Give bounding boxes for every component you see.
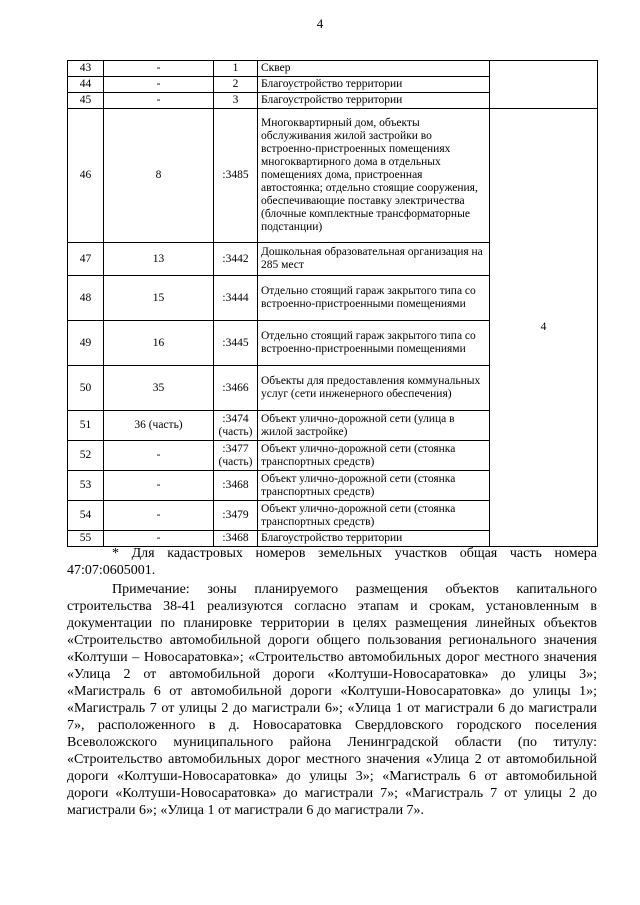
zone-description: Объект улично-дорожной сети (стоянка транспортных средств) xyxy=(258,471,490,501)
row-number: 55 xyxy=(68,531,104,547)
row-number: 52 xyxy=(68,441,104,471)
row-number: 47 xyxy=(68,243,104,276)
cadastral-number: :3445 xyxy=(214,321,258,366)
plot-number: 13 xyxy=(104,243,214,276)
zone-description: Благоустройство территории xyxy=(258,531,490,547)
cadastral-number: :3444 xyxy=(214,276,258,321)
stage-cell-empty xyxy=(490,61,598,109)
cadastral-number: :3468 xyxy=(214,471,258,501)
plot-number: 15 xyxy=(104,276,214,321)
row-number: 53 xyxy=(68,471,104,501)
plot-number: - xyxy=(104,61,214,77)
zones-table xyxy=(67,60,598,547)
plot-number: - xyxy=(104,471,214,501)
stage-cell: 4 xyxy=(490,109,598,547)
cadastral-number: :3468 xyxy=(214,531,258,547)
row-number: 43 xyxy=(68,61,104,77)
plot-number: - xyxy=(104,77,214,93)
zone-description: Дошкольная образовательная организация на 285 мест xyxy=(258,243,490,276)
row-number: 44 xyxy=(68,77,104,93)
plot-number: 36 (часть) xyxy=(104,411,214,441)
plot-number: - xyxy=(104,531,214,547)
zone-description: Объект улично-дорожной сети (стоянка транспортных средств) xyxy=(258,441,490,471)
zone-description: Благоустройство территории xyxy=(258,77,490,93)
zone-description: Объекты для предоставления коммунальных услуг (сети инженерного обеспечения) xyxy=(258,366,490,411)
cadastral-number: 1 xyxy=(214,61,258,77)
cadastral-number: :3466 xyxy=(214,366,258,411)
page-number: 4 xyxy=(316,16,324,31)
cadastral-number: :3474 (часть) xyxy=(214,411,258,441)
zone-description: Отдельно стоящий гараж закрытого типа со встроенно-пристроенными помещениями xyxy=(258,276,490,321)
zone-description: Отдельно стоящий гараж закрытого типа со встроенно-пристроенными помещениями xyxy=(258,321,490,366)
cadastral-number: :3485 xyxy=(214,109,258,243)
row-number: 46 xyxy=(68,109,104,243)
plot-number: 16 xyxy=(104,321,214,366)
row-number: 48 xyxy=(68,276,104,321)
note-text: Примечание: зоны планируемого размещения объектов капитального строительства 38-41 реализуются согласно этапам и срокам, установленным в документации по планировке территории в целях размещения линейных объектов «Строительство автомобильной дороги общего пользования регионального значения «Колтуши – Новосаратовка»; «Строительство автомобильных дорог местного значения «Улица 2 от автомобильной дороги «Колтуши-Новосаратовка» до улицы 3»; «Магистраль 6 от автомобильной дороги «Колтуши-Новосаратовка» до улицы 1»; «Магистраль 7 от улицы 2 до магистрали 6»; «Улица 1 от магистрали 6 до магистрали 7», расположенного в д. Новосаратовка Свердловского городского поселения Всеволожского муниципального района Ленинградской области (по титулу: «Строительство автомобильных дорог местного значения «Улица 2 от автомобильной дороги «Колтуши-Новосаратовка» до улицы 3»; «Магистраль 6 от автомобильной дороги «Колтуши-Новосаратовка» до магистрали 7»; «Магистраль 7 от улицы 2 до магистрали 6»; «Улица 1 от магистрали 6 до магистрали 7». xyxy=(67,582,597,818)
cadastral-number: :3477 (часть) xyxy=(214,441,258,471)
table-row xyxy=(68,109,598,243)
note xyxy=(67,581,597,819)
cadastral-number: :3442 xyxy=(214,243,258,276)
row-number: 49 xyxy=(68,321,104,366)
zone-description: Благоустройство территории xyxy=(258,93,490,109)
zone-description: Многоквартирный дом, объекты обслуживания жилой застройки во встроенно-пристроенных помещениях многоквартирного дома в отдельных помещениях дома, пристроенная автостоянка; отдельно стоящие сооружения, обеспечивающие поставку электричества (блочные комплектные трансформаторные подстанции) xyxy=(258,109,490,243)
zone-description: Сквер xyxy=(258,61,490,77)
row-number: 45 xyxy=(68,93,104,109)
plot-number: - xyxy=(104,441,214,471)
zone-description: Объект улично-дорожной сети (стоянка транспортных средств) xyxy=(258,501,490,531)
cadastral-number: :3479 xyxy=(214,501,258,531)
plot-number: - xyxy=(104,501,214,531)
plot-number: - xyxy=(104,93,214,109)
row-number: 50 xyxy=(68,366,104,411)
cadastral-number: 3 xyxy=(214,93,258,109)
plot-number: 35 xyxy=(104,366,214,411)
table-row xyxy=(68,61,598,77)
cadastral-number: 2 xyxy=(214,77,258,93)
row-number: 54 xyxy=(68,501,104,531)
footnote-text: * Для кадастровых номеров земельных участков общая часть номера 47:07:0605001. xyxy=(67,546,597,578)
plot-number: 8 xyxy=(104,109,214,243)
zone-description: Объект улично-дорожной сети (улица в жилой застройке) xyxy=(258,411,490,441)
row-number: 51 xyxy=(68,411,104,441)
